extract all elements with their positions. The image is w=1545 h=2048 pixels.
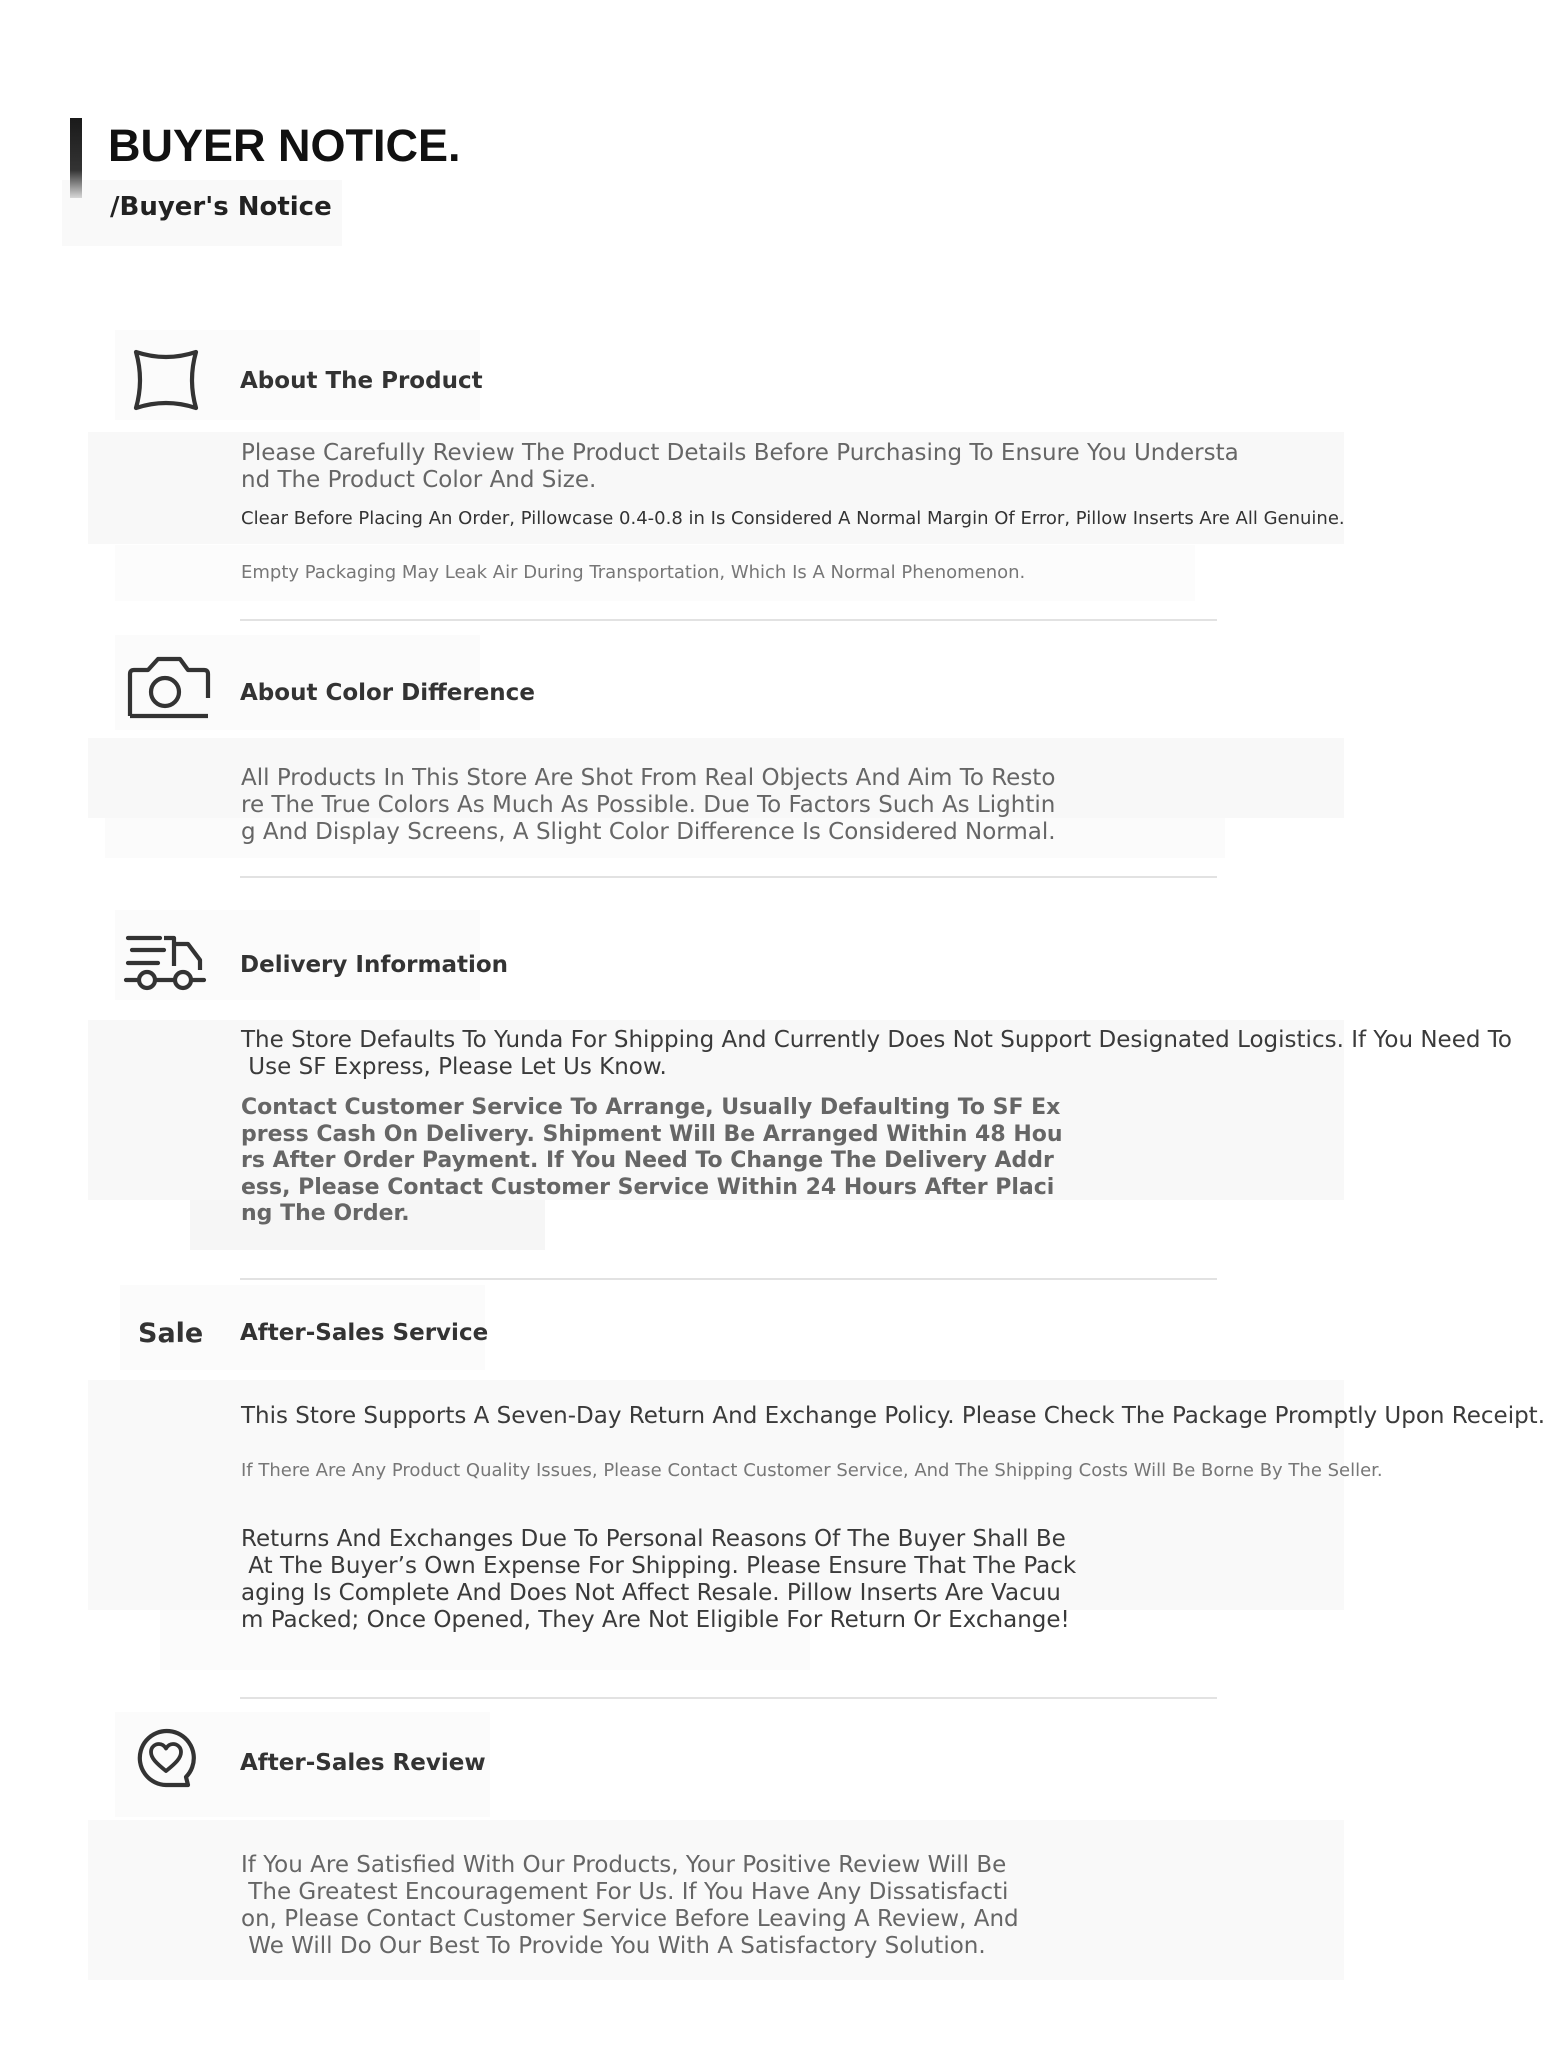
section-divider [240,1697,1217,1699]
section-divider [240,1278,1217,1280]
section-heading-color: About Color Difference [240,680,535,706]
section-heading-delivery: Delivery Information [240,952,509,978]
page-title: BUYER NOTICE. [108,120,461,171]
product-paragraph-3: Empty Packaging May Leak Air During Transportation, Which Is A Normal Phenomenon. [241,562,1026,583]
page-subtitle: /Buyer's Notice [110,192,332,222]
sale-icon-label: Sale [138,1318,204,1349]
section-heading-after-sales-service: After-Sales Service [240,1320,489,1346]
section-heading-product: About The Product [240,368,483,394]
pillow-icon [128,346,204,414]
title-accent-bar [70,118,82,198]
delivery-truck-icon [124,930,208,994]
heart-chat-icon [134,1727,198,1791]
section-heading-review: After-Sales Review [240,1750,486,1776]
delivery-paragraph-1: The Store Defaults To Yunda For Shipping And Currently Does Not Support Designated Logistics. If You Need To Use SF Express, Please Let Us Know. [241,1027,1512,1080]
service-paragraph-3: Returns And Exchanges Due To Personal Reasons Of The Buyer Shall Be At The Buyer’s Own Expense For Shipping. Please Ensure That The Pack aging Is Complete And Does Not Affect Resale. Pillow Inserts Are Vacuu m Packed; Once Opened, They Are Not Eligible For Return Or Exchange! [241,1526,1077,1633]
product-paragraph-1: Please Carefully Review The Product Details Before Purchasing To Ensure You Understa nd The Product Color And Size. [241,440,1239,493]
delivery-paragraph-2: Contact Customer Service To Arrange, Usually Defaulting To SF Ex press Cash On Delivery. Shipment Will Be Arranged Within 48 Hou rs After Order Payment. If You Need To Change The Delivery Addr ess, Please Contact Customer Service Within 24 Hours After Placi ng The Order. [241,1095,1063,1226]
service-paragraph-2: If There Are Any Product Quality Issues, Please Contact Customer Service, And The Shipping Costs Will Be Borne By The Seller. [241,1460,1383,1481]
section-divider [240,876,1217,878]
camera-icon [124,654,214,722]
section-divider [240,619,1217,621]
review-paragraph-1: If You Are Satisfied With Our Products, Your Positive Review Will Be The Greatest Encouragement For Us. If You Have Any Dissatisfacti on, Please Contact Customer Service Before Leaving A Review, And We Will Do Our Best To Provide You With A Satisfactory Solution. [241,1852,1019,1959]
color-paragraph-1: All Products In This Store Are Shot From Real Objects And Aim To Resto re The True Colors As Much As Possible. Due To Factors Such As Lightin g And Display Screens, A Slight Color Difference Is Considered Normal. [241,765,1056,845]
product-paragraph-2: Clear Before Placing An Order, Pillowcase 0.4-0.8 in Is Considered A Normal Margin Of Error, Pillow Inserts Are All Genuine. [241,508,1345,529]
service-paragraph-1: This Store Supports A Seven-Day Return And Exchange Policy. Please Check The Package Promptly Upon Receipt. [241,1403,1545,1429]
